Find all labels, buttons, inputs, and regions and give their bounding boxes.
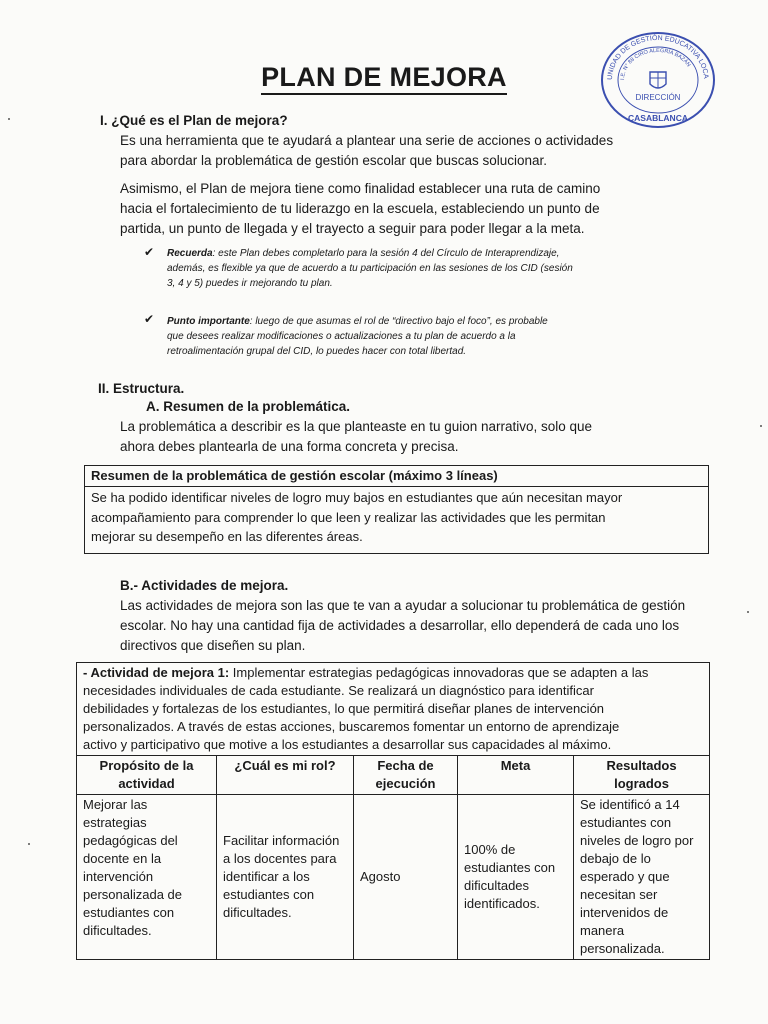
- column-header: Resultados logrados: [574, 756, 710, 795]
- table-cell-date: Agosto: [354, 795, 458, 960]
- section-1-paragraph-2-line-1: Asimismo, el Plan de mejora tiene como finalidad establecer una ruta de camino: [120, 181, 601, 196]
- problem-summary-line: Se ha podido identificar niveles de logro muy bajos en estudiantes que aún necesitan mayor: [91, 490, 623, 505]
- note-recuerda: Recuerda: este Plan debes completarlo para la sesión 4 del Círculo de Interaprendizaje, además, es flexible ya que de acuerdo a tu participación en las sesiones de los CID (sesión 3, 4 y 5) puedes ir mejorando tu plan.: [167, 248, 573, 289]
- column-header: Propósito de la actividad: [77, 756, 217, 795]
- table-cell-role: Facilitar información a los docentes para identificar a los estudiantes con dificultades.: [217, 795, 354, 960]
- subsection-b-line-2: escolar. No hay una cantidad fija de actividades a desarrollar, ello dependerá de cada uno los: [120, 618, 680, 633]
- table-cell-goal: 100% de estudiantes con dificultades identificados.: [458, 795, 574, 960]
- scan-speck: [8, 118, 10, 120]
- section-1-paragraph-2-line-3: partida, un punto de llegada y el trayecto a seguir para poder llegar a la meta.: [120, 221, 585, 236]
- page-title: PLAN DE MEJORA: [0, 62, 768, 93]
- subsection-b-heading: B.- Actividades de mejora.: [120, 578, 289, 593]
- subsection-b-line-3: directivos que diseñen su plan.: [120, 638, 306, 653]
- subsection-a-line-2: ahora debes plantearla de una forma concreta y precisa.: [120, 439, 459, 454]
- stamp-ring-text: UNIDAD DE GESTIÓN EDUCATIVA LOCA: [606, 34, 710, 81]
- section-1-heading: I. ¿Qué es el Plan de mejora?: [100, 113, 288, 128]
- scan-speck: [760, 425, 762, 427]
- note-punto-importante: Punto importante: luego de que asumas el rol de “directivo bajo el foco”, es probable que desees realizar modificaciones o actualizaciones a tu plan de acuerdo a la retroalimentación grupal del CID, lo puedes hacer con total libertad.: [167, 316, 548, 357]
- problem-summary-heading: Resumen de la problemática de gestión escolar (máximo 3 líneas): [85, 466, 708, 487]
- checkmark-icon: ✔: [144, 312, 155, 326]
- stamp-center-label: DIRECCIÓN: [635, 93, 681, 102]
- stamp-inner-text: I.E. N° 88 CIRO ALEGRÍA BAZÁN: [619, 47, 692, 81]
- scan-speck: [28, 843, 30, 845]
- activity-description: - Actividad de mejora 1: Implementar estrategias pedagógicas innovadoras que se adapten a las necesidades individuales de cada estudiante. Se realizará un diagnóstico para identificar debilidades y fortalezas de los estudiantes, lo que permitirá diseñar planes de intervención personalizados. A través de estas acciones, buscaremos fomentar un entorno de aprendizaje activo y participativo que motive a los estudiantes a desarrollar sus capacidades al máximo.: [77, 663, 710, 756]
- column-header: ¿Cuál es mi rol?: [217, 756, 354, 795]
- column-header: Meta: [458, 756, 574, 795]
- problem-summary-line: mejorar su desempeño en las diferentes áreas.: [91, 529, 363, 544]
- section-2-heading: II. Estructura.: [98, 381, 185, 396]
- problem-summary-box: [84, 465, 709, 554]
- table-row: [77, 795, 710, 960]
- section-1-paragraph-1-line-1: Es una herramienta que te ayudará a plantear una serie de acciones o actividades: [120, 133, 614, 148]
- subsection-a-line-1: La problemática a describir es la que planteaste en tu guion narrativo, solo que: [120, 419, 593, 434]
- subsection-b-line-1: Las actividades de mejora son las que te van a ayudar a solucionar tu problemática de gestión: [120, 598, 686, 613]
- table-cell-results: Se identificó a 14 estudiantes con niveles de logro por debajo de lo esperado y que necesitan ser intervenidos de manera personalizada.: [574, 795, 710, 960]
- table-cell-purpose: Mejorar las estrategias pedagógicas del docente en la intervención personalizada de estudiantes con dificultades.: [77, 795, 217, 960]
- checkmark-icon: ✔: [144, 245, 155, 259]
- problem-summary-line: acompañamiento para comprender lo que leen y realizar las actividades que les permitan: [91, 509, 606, 525]
- section-1-paragraph-2-line-2: hacia el fortalecimiento de tu liderazgo en la escuela, estableciendo un punto de: [120, 201, 600, 216]
- column-header: Fecha de ejecución: [354, 756, 458, 795]
- subsection-a-heading: A. Resumen de la problemática.: [146, 399, 351, 414]
- stamp-bottom-label: CASABLANCA: [628, 113, 688, 123]
- section-1-paragraph-1-line-2: para abordar la problemática de gestión escolar que buscas solucionar.: [120, 153, 548, 168]
- activity-table: [76, 662, 710, 960]
- scan-speck: [747, 611, 749, 613]
